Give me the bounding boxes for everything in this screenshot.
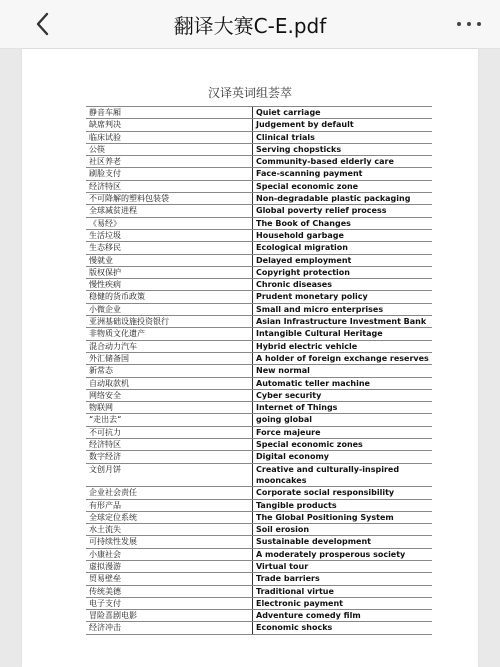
chinese-term: 新常态 (86, 365, 253, 377)
chinese-term: 不可降解的塑料包装袋 (86, 193, 253, 205)
table-row (86, 451, 432, 463)
chinese-term: 网络安全 (86, 389, 253, 401)
table-row (86, 316, 432, 328)
english-term: Creative and culturally-inspired mooncakes (253, 463, 433, 487)
english-term: Economic shocks (253, 622, 433, 634)
chinese-term: 稳健的货币政策 (86, 291, 253, 303)
chinese-term: 文创月饼 (86, 463, 253, 487)
chinese-term: 生活垃圾 (86, 229, 253, 241)
english-term: New normal (253, 365, 433, 377)
english-term: Clinical trials (253, 131, 433, 143)
chinese-term: 缺席判决 (86, 119, 253, 131)
table-row (86, 524, 432, 536)
table-row (86, 266, 432, 278)
chinese-term: 传统美德 (86, 585, 253, 597)
table-row (86, 622, 432, 634)
english-term: A holder of foreign exchange reserves (253, 352, 433, 364)
top-bar (0, 0, 500, 49)
chevron-left-icon (30, 11, 56, 37)
english-term: Virtual tour (253, 560, 433, 572)
table-row (86, 119, 432, 131)
chinese-term: 《易经》 (86, 217, 253, 229)
chinese-term: 小康社会 (86, 548, 253, 560)
chinese-term: 全球减贫进程 (86, 205, 253, 217)
chinese-term: 贸易壁垒 (86, 573, 253, 585)
english-term: The Book of Changes (253, 217, 433, 229)
chinese-term: 外汇储备国 (86, 352, 253, 364)
chinese-term: 慢就业 (86, 254, 253, 266)
english-term: Trade barriers (253, 573, 433, 585)
chinese-term: 自动取款机 (86, 377, 253, 389)
glossary-table (86, 106, 432, 635)
chinese-term: 虚拟漫游 (86, 560, 253, 572)
english-term: Prudent monetary policy (253, 291, 433, 303)
table-row (86, 217, 432, 229)
english-term: Intangible Cultural Heritage (253, 328, 433, 340)
chinese-term: 企业社会责任 (86, 487, 253, 499)
english-term: Traditional virtue (253, 585, 433, 597)
table-row (86, 560, 432, 572)
chinese-term: 亚洲基础设施投资银行 (86, 316, 253, 328)
chinese-term: 电子支付 (86, 597, 253, 609)
table-row (86, 463, 432, 487)
english-term: Face-scanning payment (253, 168, 433, 180)
table-row (86, 291, 432, 303)
table-row (86, 193, 432, 205)
pdf-viewer[interactable] (0, 49, 500, 667)
table-row (86, 143, 432, 155)
table-row (86, 377, 432, 389)
table-row (86, 402, 432, 414)
table-row (86, 536, 432, 548)
english-term: going global (253, 414, 433, 426)
table-row (86, 365, 432, 377)
chinese-term: 经济特区 (86, 439, 253, 451)
table-row (86, 229, 432, 241)
chinese-term: 生态移民 (86, 242, 253, 254)
table-row (86, 279, 432, 291)
english-term: Small and micro enterprises (253, 303, 433, 315)
chinese-term: 经济特区 (86, 180, 253, 192)
table-row (86, 573, 432, 585)
chinese-term: 经济冲击 (86, 622, 253, 634)
english-term: Quiet carriage (253, 107, 433, 119)
table-row (86, 254, 432, 266)
english-term: Cyber security (253, 389, 433, 401)
english-term: Asian Infrastructure Investment Bank (253, 316, 433, 328)
chinese-term: “走出去“ (86, 414, 253, 426)
table-row (86, 242, 432, 254)
chinese-term: 慢性疾病 (86, 279, 253, 291)
chinese-term: 版权保护 (86, 266, 253, 278)
english-term: Internet of Things (253, 402, 433, 414)
english-term: Delayed employment (253, 254, 433, 266)
table-row (86, 511, 432, 523)
chinese-term: 小微企业 (86, 303, 253, 315)
english-term: Special economic zone (253, 180, 433, 192)
english-term: Digital economy (253, 451, 433, 463)
page-title: 翻译大赛C-E.pdf (173, 14, 327, 38)
more-horizontal-icon (467, 22, 471, 26)
english-term: Global poverty relief process (253, 205, 433, 217)
english-term: Non-degradable plastic packaging (253, 193, 433, 205)
english-term: A moderately prosperous society (253, 548, 433, 560)
document-title: 汉译英词组荟萃 (207, 86, 292, 100)
table-row (86, 352, 432, 364)
english-term: Copyright protection (253, 266, 433, 278)
table-row (86, 548, 432, 560)
english-term: Corporate social responsibility (253, 487, 433, 499)
chinese-term: 社区养老 (86, 156, 253, 168)
chinese-term: 不可抗力 (86, 426, 253, 438)
table-row (86, 439, 432, 451)
table-row (86, 610, 432, 622)
chinese-term: 物联网 (86, 402, 253, 414)
english-term: The Global Positioning System (253, 511, 433, 523)
table-row (86, 156, 432, 168)
english-term: Ecological migration (253, 242, 433, 254)
more-horizontal-icon (457, 22, 461, 26)
table-row (86, 328, 432, 340)
chinese-term: 临床试验 (86, 131, 253, 143)
chinese-term: 非物质文化遗产 (86, 328, 253, 340)
more-horizontal-icon (477, 22, 481, 26)
english-term: Judgement by default (253, 119, 433, 131)
english-term: Force majeure (253, 426, 433, 438)
table-row (86, 180, 432, 192)
english-term: Special economic zones (253, 439, 433, 451)
chinese-term: 刷脸支付 (86, 168, 253, 180)
english-term: Sustainable development (253, 536, 433, 548)
table-row (86, 585, 432, 597)
table-row (86, 499, 432, 511)
chinese-term: 全球定位系统 (86, 511, 253, 523)
more-button[interactable] (456, 18, 482, 30)
table-row (86, 487, 432, 499)
chinese-term: 静音车厢 (86, 107, 253, 119)
chinese-term: 可持续性发展 (86, 536, 253, 548)
chinese-term: 冒险喜剧电影 (86, 610, 253, 622)
table-row (86, 426, 432, 438)
chinese-term: 有形产品 (86, 499, 253, 511)
english-term: Serving chopsticks (253, 143, 433, 155)
english-term: Chronic diseases (253, 279, 433, 291)
english-term: Community-based elderly care (253, 156, 433, 168)
back-button[interactable] (30, 11, 56, 37)
chinese-term: 水土流失 (86, 524, 253, 536)
chinese-term: 混合动力汽车 (86, 340, 253, 352)
english-term: Soil erosion (253, 524, 433, 536)
chinese-term: 公筷 (86, 143, 253, 155)
english-term: Hybrid electric vehicle (253, 340, 433, 352)
table-row (86, 303, 432, 315)
english-term: Tangible products (253, 499, 433, 511)
table-row (86, 168, 432, 180)
english-term: Adventure comedy film (253, 610, 433, 622)
table-row (86, 131, 432, 143)
table-row (86, 205, 432, 217)
table-row (86, 597, 432, 609)
table-row (86, 414, 432, 426)
english-term: Household garbage (253, 229, 433, 241)
chinese-term: 数字经济 (86, 451, 253, 463)
english-term: Electronic payment (253, 597, 433, 609)
table-row (86, 107, 432, 119)
pdf-page (22, 49, 478, 667)
english-term: Automatic teller machine (253, 377, 433, 389)
table-row (86, 389, 432, 401)
table-row (86, 340, 432, 352)
